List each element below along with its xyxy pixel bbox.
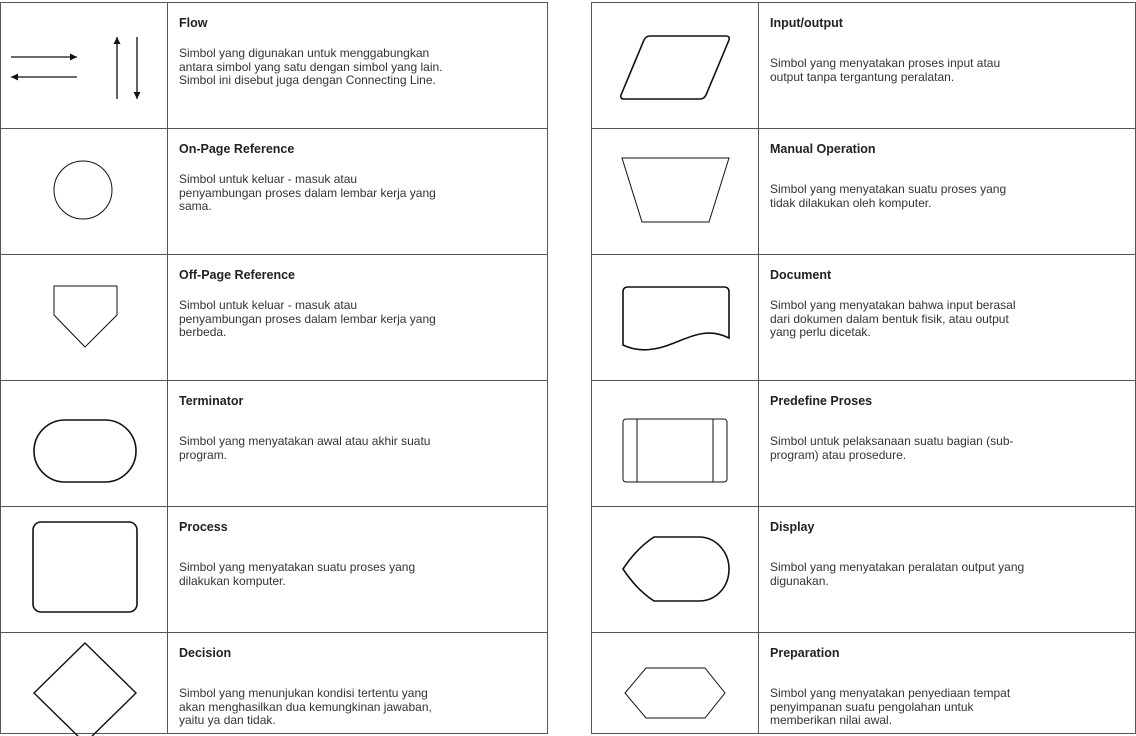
predefined-process-icon xyxy=(592,381,758,506)
symbol-cell xyxy=(1,255,168,381)
description-cell xyxy=(168,507,548,633)
symbol-title: Flow xyxy=(179,16,208,30)
description-line: berbeda. xyxy=(179,325,227,339)
description-line: antara simbol yang satu dengan simbol yang lain. xyxy=(179,59,443,74)
table-row xyxy=(1,129,548,255)
left-symbol-table xyxy=(0,2,548,734)
description-line: Simbol yang digunakan untuk menggabungkan xyxy=(179,46,430,60)
symbol-title: Decision xyxy=(179,646,232,660)
document-icon xyxy=(592,255,758,380)
description-line: penyambungan proses dalam lembar kerja yang xyxy=(179,185,436,200)
description-line: program) atau prosedure. xyxy=(770,447,907,462)
symbol-cell xyxy=(592,3,759,129)
right-symbol-table xyxy=(591,2,1136,734)
symbol-description xyxy=(179,47,537,88)
symbol-description xyxy=(770,561,1125,588)
process-rect-icon xyxy=(1,507,167,632)
pentagon-down-icon xyxy=(1,255,167,380)
flow-arrows-icon xyxy=(1,3,167,128)
decision-diamond-icon xyxy=(1,633,167,733)
symbol-description xyxy=(179,435,537,462)
description-line: penyimpanan suatu pengolahan untuk xyxy=(770,699,974,714)
symbol-cell xyxy=(592,381,759,507)
description-cell xyxy=(168,3,548,129)
symbol-title: Predefine Proses xyxy=(770,394,873,408)
description-line: program. xyxy=(179,447,228,462)
description-line: Simbol yang menyatakan suatu proses yang xyxy=(179,560,416,574)
description-cell xyxy=(759,3,1136,129)
description-line: dilakukan komputer. xyxy=(179,573,286,588)
table-row xyxy=(592,633,1136,734)
table-row xyxy=(592,255,1136,381)
description-line: Simbol yang menyatakan penyediaan tempat xyxy=(770,686,1011,700)
symbol-description xyxy=(179,687,537,728)
description-line: penyambungan proses dalam lembar kerja yang xyxy=(179,311,436,326)
table-row xyxy=(592,507,1136,633)
symbol-title: Process xyxy=(179,520,228,534)
symbol-title: Terminator xyxy=(179,394,244,408)
symbol-cell xyxy=(1,633,168,734)
symbol-title: On-Page Reference xyxy=(179,142,295,156)
table-row xyxy=(592,3,1136,129)
description-line: Simbol yang menyatakan peralatan output yang xyxy=(770,560,1025,574)
symbol-description xyxy=(770,299,1125,340)
table-row xyxy=(1,633,548,734)
description-line: Simbol untuk keluar - masuk atau xyxy=(179,172,358,186)
description-line: digunakan. xyxy=(770,573,829,588)
description-line: tidak dilakukan oleh komputer. xyxy=(770,195,932,210)
description-line: Simbol yang menyatakan awal atau akhir suatu xyxy=(179,434,431,448)
symbol-cell xyxy=(592,255,759,381)
description-line: output tanpa tergantung peralatan. xyxy=(770,69,955,84)
description-line: Simbol untuk pelaksanaan suatu bagian (sub- xyxy=(770,434,1014,448)
description-line: memberikan nilai awal. xyxy=(770,713,893,727)
symbol-cell xyxy=(592,633,759,734)
symbol-cell xyxy=(592,129,759,255)
description-line: Simbol untuk keluar - masuk atau xyxy=(179,298,358,312)
description-cell xyxy=(168,633,548,734)
description-line: Simbol yang menyatakan suatu proses yang xyxy=(770,182,1007,196)
symbol-description xyxy=(179,173,537,214)
symbol-title: Display xyxy=(770,520,815,534)
symbol-title: Document xyxy=(770,268,832,282)
symbol-title: Off-Page Reference xyxy=(179,268,296,282)
trapezoid-icon xyxy=(592,129,758,254)
description-line: akan menghasilkan dua kemungkinan jawaban, xyxy=(179,699,432,714)
symbol-title: Preparation xyxy=(770,646,840,660)
symbol-description xyxy=(770,57,1125,84)
description-line: yaitu ya dan tidak. xyxy=(179,713,276,727)
symbol-cell xyxy=(592,507,759,633)
description-line: dari dokumen dalam bentuk fisik, atau output xyxy=(770,311,1009,326)
symbol-cell xyxy=(1,381,168,507)
parallelogram-icon xyxy=(592,3,758,128)
table-row xyxy=(592,381,1136,507)
table-row xyxy=(1,507,548,633)
table-row xyxy=(1,3,548,129)
symbol-description xyxy=(770,687,1125,728)
description-line: Simbol ini disebut juga dengan Connecting Line. xyxy=(179,73,436,87)
symbol-title: Manual Operation xyxy=(770,142,876,156)
circle-icon xyxy=(1,129,167,254)
description-cell xyxy=(168,381,548,507)
terminator-icon xyxy=(1,381,167,506)
symbol-description xyxy=(770,435,1125,462)
symbol-description xyxy=(770,183,1125,210)
description-cell xyxy=(759,129,1136,255)
description-line: Simbol yang menyatakan proses input atau xyxy=(770,56,1001,70)
symbol-description xyxy=(179,299,537,340)
table-row xyxy=(1,255,548,381)
description-cell xyxy=(759,633,1136,734)
description-cell xyxy=(759,381,1136,507)
symbol-title: Input/output xyxy=(770,16,843,30)
description-cell xyxy=(759,507,1136,633)
table-row xyxy=(1,381,548,507)
description-cell xyxy=(759,255,1136,381)
symbol-cell xyxy=(1,507,168,633)
symbol-description xyxy=(179,561,537,588)
hexagon-icon xyxy=(592,633,758,733)
display-icon xyxy=(592,507,758,632)
description-cell xyxy=(168,129,548,255)
description-cell xyxy=(168,255,548,381)
description-line: sama. xyxy=(179,199,212,213)
description-line: Simbol yang menyatakan bahwa input berasal xyxy=(770,298,1016,312)
description-line: yang perlu dicetak. xyxy=(770,325,871,339)
symbol-cell xyxy=(1,129,168,255)
symbol-cell xyxy=(1,3,168,129)
description-line: Simbol yang menunjukan kondisi tertentu yang xyxy=(179,686,428,700)
table-row xyxy=(592,129,1136,255)
